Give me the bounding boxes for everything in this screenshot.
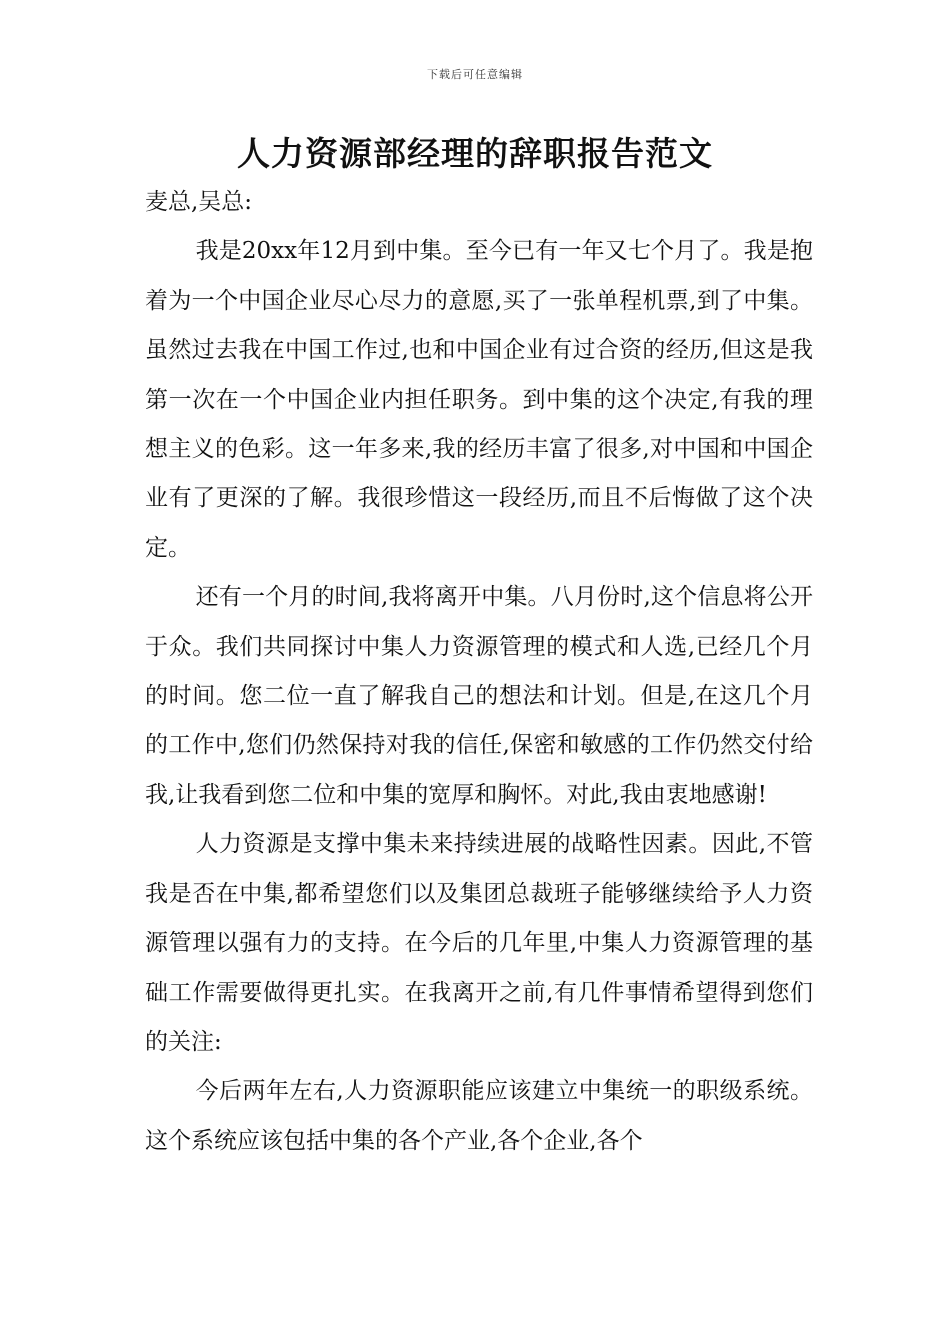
salutation: 麦总,吴总: bbox=[145, 189, 253, 215]
paragraph-3: 人力资源是支撑中集未来持续进展的战略性因素。因此,不管我是否在中集,都希望您们以及集团总裁班子能够继续给予人力资源管理以强有力的支持。在今后的几年里,中集人力资源管理的基础工作需要做得更扎实。在我离开之前,有几件事情希望得到您们的关注: bbox=[145, 831, 813, 1055]
paragraph-1: 我是20xx年12月到中集。至今已有一年又七个月了。我是抱着为一个中国企业尽心尽力的意愿,买了一张单程机票,到了中集。虽然过去我在中国工作过,也和中国企业有过合资的经历,但这是我第一次在一个中国企业内担任职务。到中集的这个决定,有我的理想主义的色彩。这一年多来,我的经历丰富了很多,对中国和中国企业有了更深的了解。我很珍惜这一段经历,而且不后悔做了这个决定。 bbox=[145, 238, 813, 561]
document-body bbox=[145, 178, 813, 1166]
document-title: 人力资源部经理的辞职报告范文 bbox=[237, 134, 713, 173]
paragraph-2: 还有一个月的时间,我将离开中集。八月份时,这个信息将公开于众。我们共同探讨中集人力资源管理的模式和人选,已经几个月的时间。您二位一直了解我自己的想法和计划。但是,在这几个月的工作中,您们仍然保持对我的信任,保密和敏感的工作仍然交付给我,让我看到您二位和中集的宽厚和胸怀。对此,我由衷地感谢! bbox=[145, 584, 813, 808]
paragraph-4: 今后两年左右,人力资源职能应该建立中集统一的职级系统。这个系统应该包括中集的各个产业,各个企业,各个 bbox=[145, 1078, 813, 1154]
header-note: 下载后可任意编辑 bbox=[427, 68, 523, 81]
